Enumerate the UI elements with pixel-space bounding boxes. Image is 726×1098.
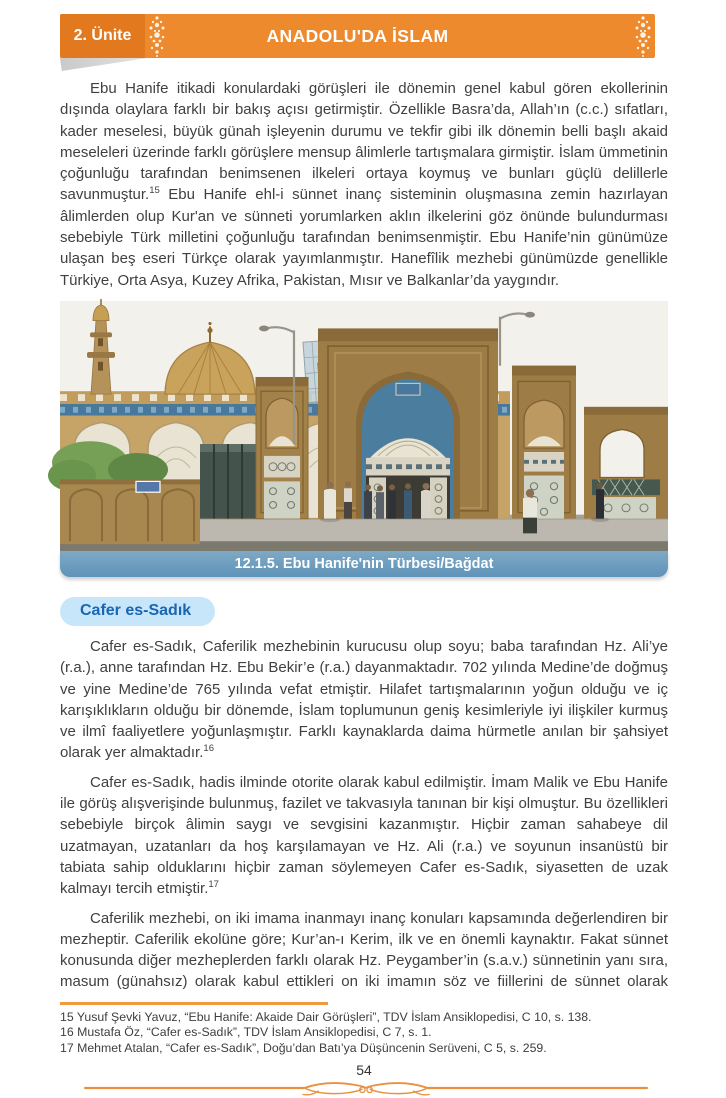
paragraph-text: Ebu Hanife ehl-i sünnet inanç sisteminin oluşmasına zemin hazırlayan âlimlerden olup Kur'an ve sünneti yorumlarken aklın ilkelerini göz önünde bulundurması sebebiyle Türk milletini çoğunluğu tarafından benimsenmiştir. Ebu Hanife’nin günümüze ulaşan beş eseri Türkçe olarak yayımlanmıştır. Hanefîlik mezhebi günümüzde genellikle Türkiye, Orta Asya, Kuzey Afrika, Pakistan, Mısır ve Balkanlar’da yaygındır. <box>60 186 668 289</box>
paragraph-ebu-hanife <box>60 78 668 291</box>
footnote-separator <box>60 1002 328 1005</box>
footnote-ref-16: 16 <box>203 743 214 755</box>
courtyard-wall <box>60 479 200 544</box>
right-pylon <box>512 366 576 519</box>
paragraph-text: Cafer es-Sadık, hadis ilminde otorite olarak kabul edilmiştir. İmam Malik ve Ebu Hanife ile görüş alışverişinde bulunmuş, fazilet ve takvasıyla tanınan bir kişi olmuştur. Bu özellikleri sebebiyle birçok âlimin saygı ve sevgisini kazanmıştır. Hiçbir zaman sahabeye dil uzatmayan, uzatanları da hoş karşılamayan ve Hz. Ali (r.a.) ve soyunun insanüstü bir tabiata sahip olduklarını hiçbir zaman söylemeyen Cafer es-Sadık, siyasetten de uzak kalmayı tercih etmiştir. <box>60 773 668 898</box>
paragraph-cafer-biography <box>60 636 668 764</box>
footnote-ref-15: 15 <box>149 185 160 197</box>
footer-flourish-icon <box>60 1078 672 1098</box>
floral-ornament-icon <box>632 15 654 57</box>
paragraph-cafer-hadith <box>60 772 668 900</box>
figure-caption: 12.1.5. Ebu Hanife'nin Türbesi/Bağdat <box>60 551 668 577</box>
floral-ornament-icon <box>146 15 168 57</box>
unit-label: 2. Ünite <box>73 27 132 44</box>
figure-ebu-hanife-tomb <box>60 301 668 577</box>
left-pier <box>256 377 308 518</box>
glass-kiosk <box>200 444 256 519</box>
footnote-16: 16 Mustafa Öz, “Cafer es-Sadık”, TDV İslam Ansiklopedisi, C 7, s. 1. <box>60 1025 432 1040</box>
footnote-ref-17: 17 <box>208 879 219 891</box>
paragraph-text: Ebu Hanife itikadi konulardaki görüşleri ile dönemin genel kabul gören ekollerinin dışında olaylara farklı bir bakış açısı getirmiştir. Özellikle Basra’da, Allah’ın (c.c.) sıfatları, kader meselesi, büyük günah işleyenin durumu ve tekfir gibi ilk dönemin belli başlı akaid meseleleri üzerinde farklı görüşlere mensup âlimlerle tartışmalara girmiştir. İslam ümmetinin çoğunluğu tarafından benimsenen ilkeleri ortaya koymuş ve bunları güçlü delillerle savunmuştur. <box>60 80 668 204</box>
paragraph-caferilik <box>60 908 668 993</box>
page-curl-decoration <box>60 58 148 71</box>
section-heading-cafer-es-sadik: Cafer es-Sadık <box>60 597 215 626</box>
page-content <box>60 0 668 1098</box>
page-title: ANADOLU'DA İSLAM <box>266 25 449 46</box>
footnote-17: 17 Mehmet Atalan, “Cafer es-Sadık”, Doğu’dan Batı’ya Düşüncenin Serüveni, C 5, s. 259. <box>60 1040 547 1055</box>
paragraph-text: Caferilik mezhebi, on iki imama inanmayı inanç konuları kapsamında değerlendiren bir mezheptir. Caferilik ekolüne göre; Kur’an-ı Kerim, ilk ve en önemli kaynaktır. Fakat sünnet konusunda diğer mezheplerden farklı olarak Hz. Peygamber’in (s.a.v.) sünnetinin yanı sıra, masum (günahsız) olarak kabul ettikleri on iki imamın söz ve fiillerini de sünnet olarak <box>60 909 668 991</box>
paragraph-text: Cafer es-Sadık, Caferilik mezhebinin kurucusu olup soyu; baba tarafından Hz. Ali’ye (r.a.), anne tarafından Hz. Ebu Bekir’e (r.a.) dayanmaktadır. 702 yılında Medine’de doğmuş ve yine Medine’de 765 yılında vefat etmiştir. Hilafet tartışmalarının yoğun olduğu ve iç karışıklıkların olduğu bir dönemde, İslam toplumunun geniş kesimleriyle iyi ilişkiler kurmuş ve ilmî faaliyetlere yoğunlaşmıştır. Farklı kaynaklarda daima hürmetle anılan bir şahsiyet olarak yer almaktadır. <box>60 637 668 762</box>
unit-header-bar <box>60 14 655 58</box>
mosque-photo-illustration <box>60 301 668 551</box>
footnote-15: 15 Yusuf Şevki Yavuz, “Ebu Hanife: Akaide Dair Görüşleri”, TDV İslam Ansiklopedisi, C 10, s. 138. <box>60 1009 592 1024</box>
unit-tab <box>60 14 145 58</box>
page-number: 54 <box>356 1061 372 1078</box>
